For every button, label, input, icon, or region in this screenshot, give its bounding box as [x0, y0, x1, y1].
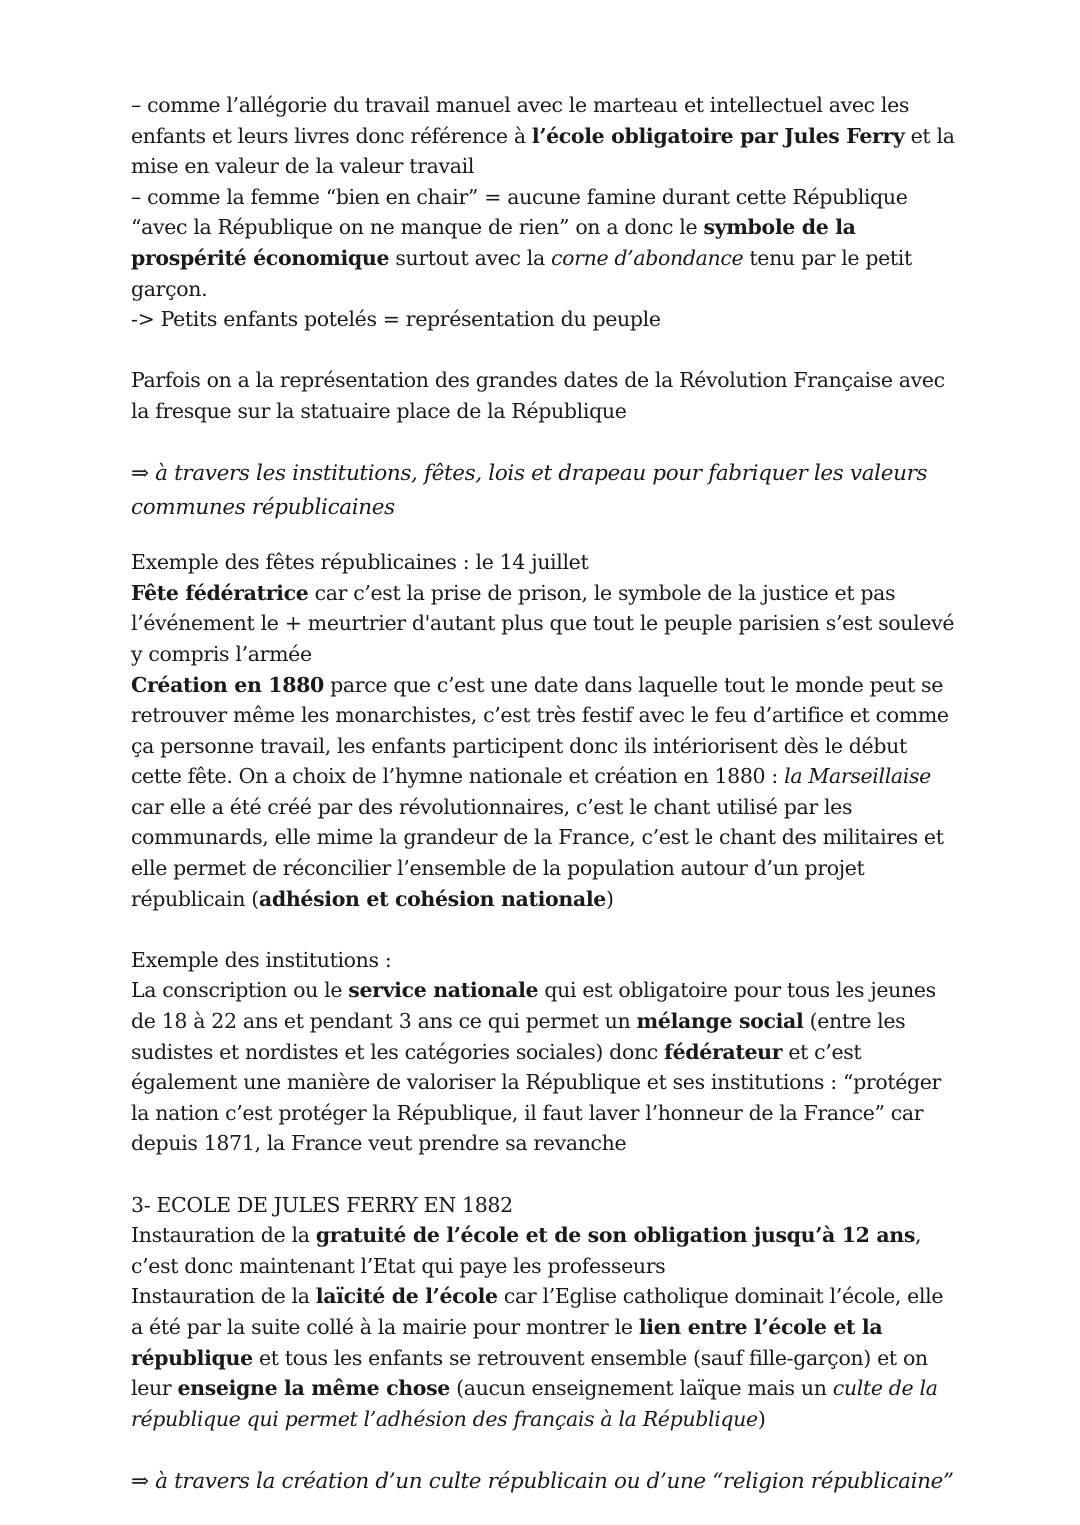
- paragraph-allegory-work: – comme l’allégorie du travail manuel avec le marteau et intellectuel avec les enfants et leurs livres donc référence à l’école obligatoire par Jules Ferry et la mise en valeur de la valeur travail: [131, 93, 955, 179]
- bold-phrase: Fête fédératrice: [131, 580, 309, 605]
- bold-phrase: lien entre l’école et la république: [131, 1314, 883, 1370]
- bold-phrase: adhésion et cohésion nationale: [258, 886, 606, 911]
- paragraph-children-people: -> Petits enfants potelés = représentation du peuple: [131, 307, 661, 332]
- italic-phrase: la Marseillaise: [784, 764, 931, 789]
- bold-phrase: gratuité de l’école et de son obligation jusqu’à 12 ans: [315, 1223, 916, 1248]
- paragraph-fete-federatrice: Fête fédératrice car c’est la prise de prison, le symbole de la justice et pas l’événement le + meurtrier d'autant plus que tout le peuple parisien s’est soulevé y compris l’armée: [131, 580, 955, 666]
- paragraph-gratuite: Instauration de la gratuité de l’école et de son obligation jusqu’à 12 ans, c’est donc maintenant l’Etat qui paye les professeurs: [131, 1223, 922, 1278]
- bold-phrase: laïcité de l’école: [315, 1284, 498, 1309]
- bold-phrase: symbole de la prospérité économique: [131, 215, 856, 270]
- bold-phrase: mélange social: [636, 1009, 804, 1034]
- fetes-heading: Exemple des fêtes républicaines : le 14 juillet: [131, 550, 589, 575]
- institutions-heading: Exemple des institutions :: [131, 947, 392, 972]
- double-arrow-icon: ⇒: [131, 1468, 149, 1494]
- document-page: [131, 90, 961, 1499]
- paragraph-allegory-prosperity: – comme la femme “bien en chair” = aucune famine durant cette République “avec la République on ne manque de rien” on a donc le symbole de la prospérité économique surtout avec la corne d’abondance tenu par le petit garçon.: [131, 184, 912, 301]
- bold-phrase: l’école obligatoire par Jules Ferry: [531, 123, 905, 148]
- paragraph-revolution-dates: Parfois on a la représentation des grandes dates de la Révolution Française avec la fresque sur la statuaire place de la République: [131, 368, 945, 423]
- bold-phrase: Création en 1880: [131, 672, 324, 697]
- bold-phrase: enseigne la même chose: [177, 1376, 450, 1401]
- bold-phrase: fédérateur: [664, 1039, 783, 1064]
- paragraph-conscription: La conscription ou le service nationale qui est obligatoire pour tous les jeunes de 18 à 22 ans et pendant 3 ans ce qui permet un mélange social (entre les sudistes et nordistes et les catégories sociales) donc fédérateur et c’est également une manière de valoriser la République et ses institutions : “protéger la nation c’est protéger la République, il faut laver l’honneur de la France” car depuis 1871, la France veut prendre sa revanche: [131, 978, 941, 1156]
- bold-phrase: service nationale: [348, 978, 539, 1003]
- double-arrow-icon: ⇒: [131, 461, 149, 487]
- paragraph-creation-1880: Création en 1880 parce que c’est une date dans laquelle tout le monde peut se retrouver même les monarchistes, c’est très festif avec le feu d’artifice et comme ça personne travail, les enfants participent donc ils intériorisent dès le début cette fête. On a choix de l’hymne nationale et création en 1880 : la Marseillaise car elle a été créé par des révolutionnaires, c’est le chant utilisé par les communards, elle mime la grandeur de la France, c’est le chant des militaires et elle permet de réconcilier l’ensemble de la population autour d’un projet républicain (adhésion et cohésion nationale): [131, 672, 949, 911]
- conclusion-institutions: ⇒ à travers les institutions, fêtes, lois et drapeau pour fabriquer les valeurs communes républicaines: [131, 461, 928, 521]
- italic-phrase: culte de la république qui permet l’adhésion des français à la République: [131, 1376, 938, 1431]
- section-heading-ecole: 3- ECOLE DE JULES FERRY EN 1882: [131, 1192, 513, 1217]
- conclusion-culte-republicain: ⇒ à travers la création d’un culte républicain ou d’une “religion républicaine”: [131, 1468, 954, 1494]
- italic-phrase: corne d’abondance: [551, 245, 744, 270]
- paragraph-laicite: Instauration de la laïcité de l’école car l’Eglise catholique dominait l’école, elle a été par la suite collé à la mairie pour montrer le lien entre l’école et la république et tous les enfants se retrouvent ensemble (sauf fille-garçon) et on leur enseigne la même chose (aucun enseignement laïque mais un culte de la république qui permet l’adhésion des français à la République): [131, 1284, 944, 1431]
